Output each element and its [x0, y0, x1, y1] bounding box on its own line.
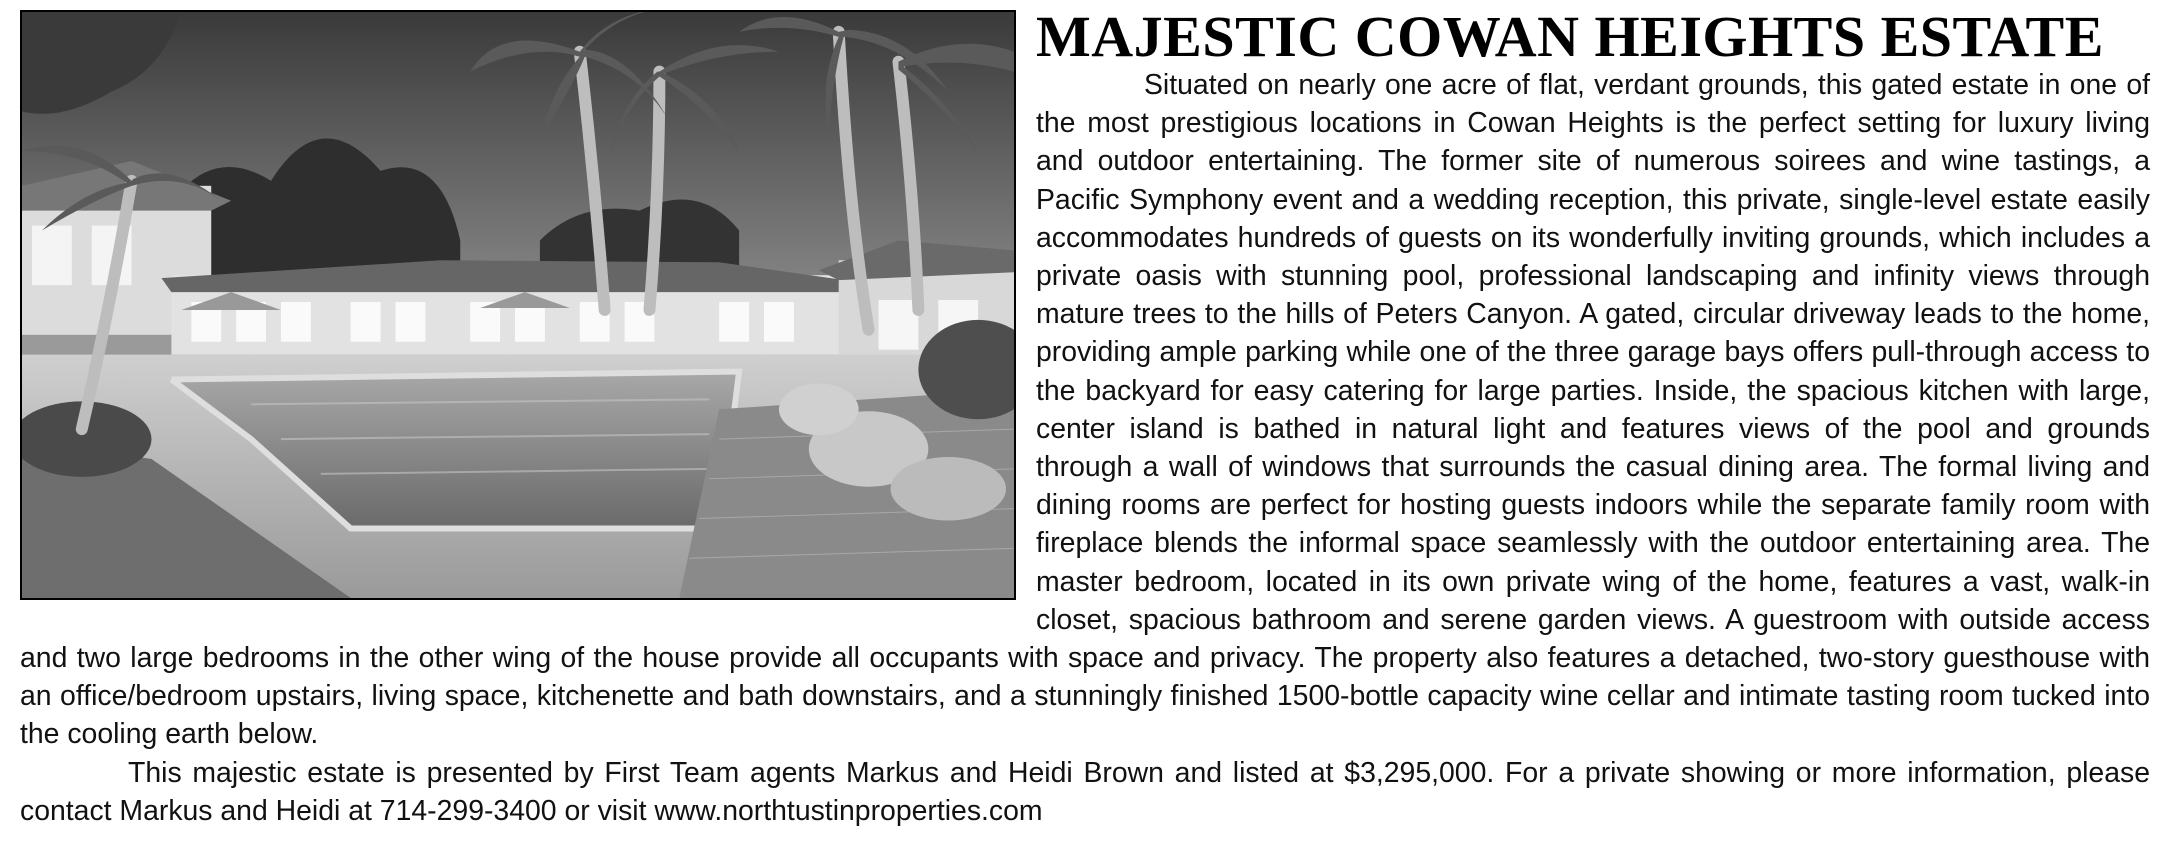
listing-article — [20, 4, 2150, 838]
estate-photo — [20, 10, 1016, 600]
estate-pool-image — [22, 12, 1014, 598]
listing-title: MAJESTIC COWAN HEIGHTS ESTATE — [1036, 4, 2104, 69]
listing-description: Situated on nearly one acre of flat, verdant grounds, this gated estate in one of the most prestigious locations in Cowan Heights is the perfect setting for luxury living and outdoor entertaining. The former site of numerous soirees and wine tastings, a Pacific Symphony event and a wedding reception, this private, single-level estate easily accommodates hundreds of guests on its wonderfully inviting grounds, which includes a private oasis with stunning pool, professional landscaping and infinity views through mature trees to the hills of Peters Canyon. A gated, circular driveway leads to the home, providing ample parking while one of the three garage bays offers pull-through access to the backyard for easy catering for large parties. Inside, the spacious kitchen with large, center island is bathed in natural light and features views of the pool and grounds through a wall of windows that surrounds the casual dining area. The formal living and dining rooms are perfect for hosting guests indoors while the separate family room with fireplace blends the informal space seamlessly with the outdoor entertaining area. The master bedroom, located in its own private wing of the home, features a vast, walk-in closet, spacious bathroom and serene garden views. A guestroom with outside access and two large bedrooms in the other wing of the house provide all occupants with space and privacy. The property also features a detached, two-story guesthouse with an office/bedroom upstairs, living space, kitchenette and bath downstairs, and a stunningly finished 1500-bottle capacity wine cellar and intimate tasting room tucked into the cooling earth below. — [20, 69, 2150, 751]
listing-contact-paragraph: This majestic estate is presented by First Team agents Markus and Heidi Brown and listed at $3,295,000. For a private showing or more information, please contact Markus and Heidi at 714-299-3400 or visit www.northtustinproperties.com — [20, 756, 2150, 827]
